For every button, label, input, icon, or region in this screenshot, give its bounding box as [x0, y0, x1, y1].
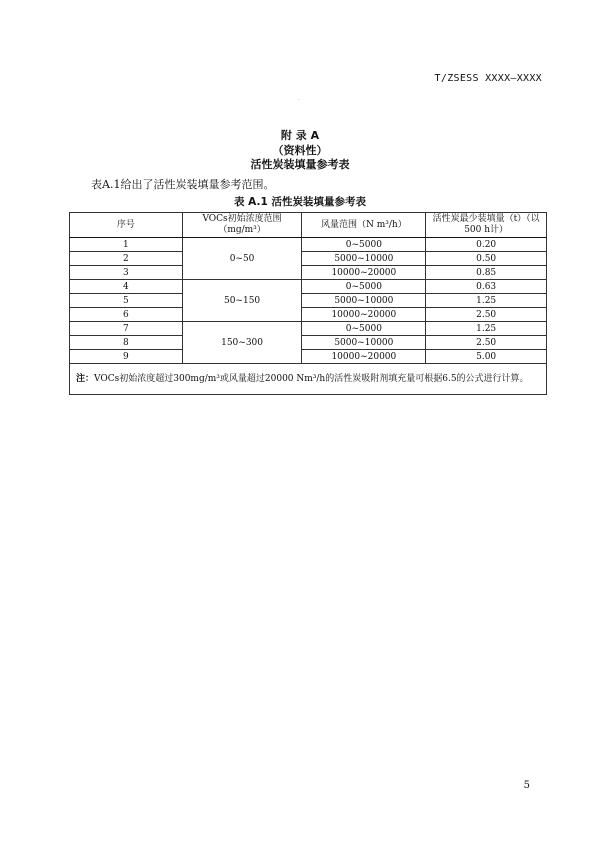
row-flow: 5000~10000 — [302, 336, 426, 350]
row-index: 5 — [70, 294, 183, 308]
table-row — [70, 238, 547, 252]
table-row — [70, 322, 547, 336]
row-flow: 10000~20000 — [302, 350, 426, 364]
row-index: 8 — [70, 336, 183, 350]
row-amount: 2.50 — [426, 336, 547, 350]
appendix-label: 附 录 A — [280, 129, 320, 142]
row-flow: 10000~20000 — [302, 308, 426, 322]
header-flow: 风量范围（N m³/h） — [302, 213, 426, 238]
table-row — [70, 266, 547, 280]
row-index: 4 — [70, 280, 183, 294]
row-index: 7 — [70, 322, 183, 336]
row-amount: 2.50 — [426, 308, 547, 322]
activated-carbon-table — [69, 212, 547, 395]
row-index: 1 — [70, 238, 183, 252]
row-amount: 1.25 — [426, 322, 547, 336]
intro-paragraph: 表A.1给出了活性炭装填量参考范围。 — [91, 178, 275, 191]
row-concentration: 50~150 — [182, 280, 302, 322]
table-row — [70, 252, 547, 266]
row-flow: 0~5000 — [302, 238, 426, 252]
row-flow: 0~5000 — [302, 280, 426, 294]
header-index: 序号 — [70, 213, 183, 238]
table-row — [70, 308, 547, 322]
table-row — [70, 350, 547, 364]
document-code-header: T/ZSESS XXXX—XXXX — [434, 73, 542, 84]
decorative-dot: · — [298, 97, 300, 104]
row-index: 2 — [70, 252, 183, 266]
header-concentration: VOCs初始浓度范围（mg/m³） — [182, 213, 302, 238]
note-text: VOCs初始浓度超过300mg/m³或风量超过20000 Nm³/h的活性炭吸附剂填充量可根据6.5的公式进行计算。 — [94, 374, 529, 384]
table-row — [70, 280, 547, 294]
table-header-row — [70, 213, 547, 238]
table-row — [70, 336, 547, 350]
table-note-row — [70, 364, 547, 395]
appendix-nature: （资料性） — [272, 144, 328, 157]
page-number: 5 — [523, 780, 530, 791]
row-concentration: 150~300 — [182, 322, 302, 364]
row-flow: 5000~10000 — [302, 252, 426, 266]
row-amount: 5.00 — [426, 350, 547, 364]
row-index: 9 — [70, 350, 183, 364]
note-label: 注： — [76, 374, 95, 384]
row-flow: 0~5000 — [302, 322, 426, 336]
row-amount: 1.25 — [426, 294, 547, 308]
header-amount: 活性炭最少装填量（t）（以500 h计） — [426, 213, 547, 238]
row-concentration: 0~50 — [182, 238, 302, 280]
row-flow: 10000~20000 — [302, 266, 426, 280]
row-flow: 5000~10000 — [302, 294, 426, 308]
table-row — [70, 294, 547, 308]
row-amount: 0.50 — [426, 252, 547, 266]
table-note — [70, 364, 547, 395]
row-amount: 0.63 — [426, 280, 547, 294]
row-index: 6 — [70, 308, 183, 322]
row-index: 3 — [70, 266, 183, 280]
row-amount: 0.20 — [426, 238, 547, 252]
table-caption: 表 A.1 活性炭装填量参考表 — [234, 196, 366, 208]
row-amount: 0.85 — [426, 266, 547, 280]
appendix-title: 活性炭装填量参考表 — [250, 158, 350, 171]
